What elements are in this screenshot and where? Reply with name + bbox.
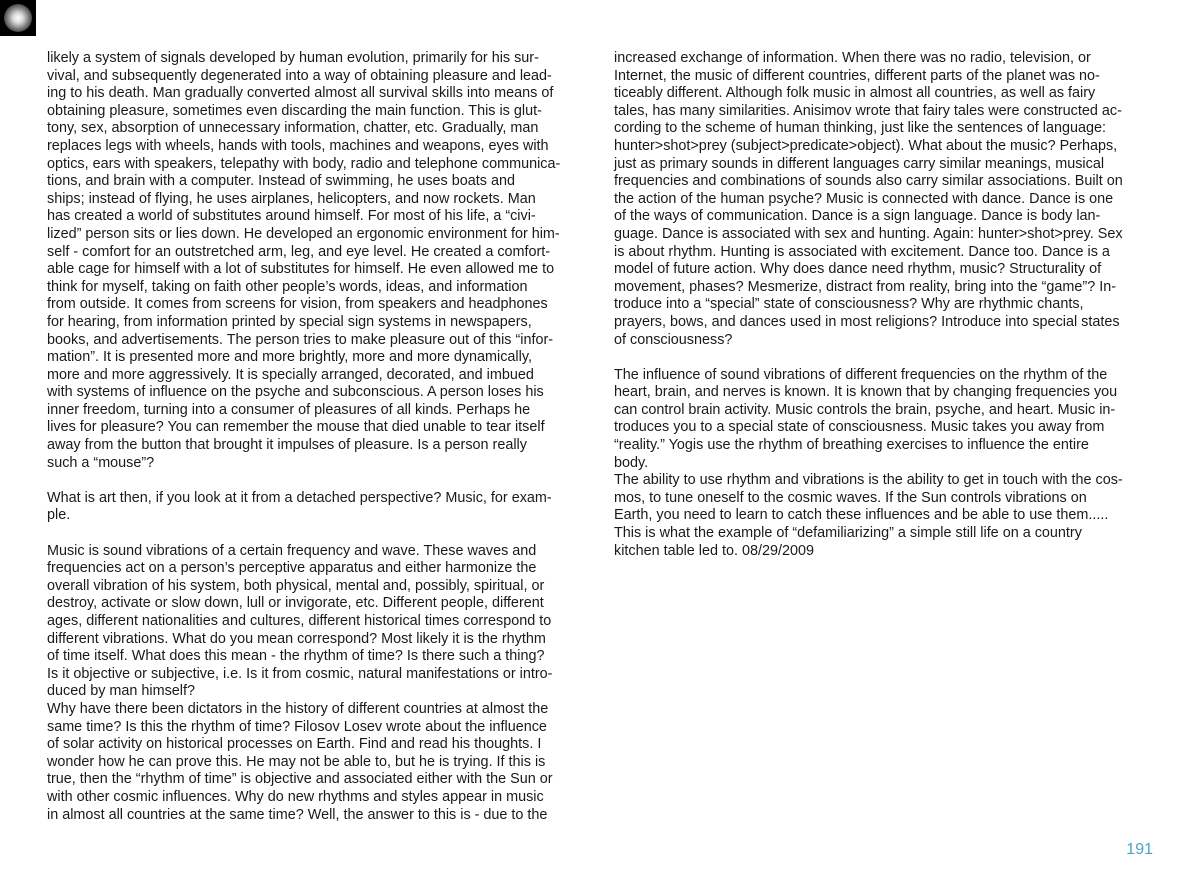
- text-line: inner freedom, turning into a consumer of pleasures of all kinds. Perhaps he: [47, 401, 531, 418]
- text-line: away from the button that brought it impulses of pleasure. Is a person really: [47, 437, 527, 454]
- text-line: optics, ears with speakers, telepathy with body, radio and telephone communica-: [47, 155, 561, 172]
- paragraph: [47, 490, 589, 525]
- text-line: ships; instead of flying, he uses airplanes, helicopters, and now rockets. Man: [47, 190, 536, 207]
- text-line: vival, and subsequently degenerated into a way of obtaining pleasure and lead-: [47, 67, 552, 84]
- text-line: What is art then, if you look at it from a detached perspective? Music, for exam-: [47, 489, 552, 506]
- text-line: Why have there been dictators in the history of different countries at almost the: [47, 700, 549, 717]
- text-line: tales, has many similarities. Anisimov wrote that fairy tales were constructed ac-: [614, 102, 1122, 119]
- text-line: the action of the human psyche? Music is connected with dance. Dance is one: [614, 190, 1114, 207]
- text-line: hunter>shot>prey (subject>predicate>object). What about the music? Perhaps,: [614, 137, 1118, 154]
- text-line: destroy, activate or slow down, lull or invigorate, etc. Different people, different: [47, 595, 544, 612]
- paragraph: [614, 472, 1160, 560]
- text-line: Earth, you need to learn to catch these influences and be able to use them.....: [614, 507, 1109, 524]
- text-line: self - comfort for an outstretched arm, leg, and eye level. He created a comfort-: [47, 243, 551, 260]
- text-line: troduce into a “special” state of consciousness? Why are rhythmic chants,: [614, 296, 1084, 313]
- text-line: with other cosmic influences. Why do new rhythms and styles appear in music: [47, 788, 544, 805]
- text-line: kitchen table led to. 08/29/2009: [614, 542, 815, 559]
- text-line: overall vibration of his system, both physical, mental and, possibly, spiritual, or: [47, 577, 545, 594]
- text-line: increased exchange of information. When there was no radio, television, or: [614, 50, 1091, 66]
- text-line: mation”. It is presented more and more brightly, more and more dynamically,: [47, 349, 532, 366]
- text-line: model of future action. Why does dance need rhythm, music? Structurality of: [614, 261, 1102, 278]
- page-number: 191: [1126, 841, 1153, 858]
- text-line: true, then the “rhythm of time” is objective and associated either with the Sun or: [47, 771, 553, 788]
- text-line: has created a world of substitutes around himself. For most of his life, a “civi-: [47, 208, 536, 225]
- text-line: movement, phases? Mesmerize, distract from reality, bring into the “game”? In-: [614, 278, 1116, 295]
- text-line: heart, brain, and nerves is known. It is known that by changing frequencies you: [614, 384, 1118, 401]
- text-line: The influence of sound vibrations of different frequencies on the rhythm of the: [614, 366, 1108, 383]
- text-line: body.: [614, 454, 649, 471]
- text-line: cording to the scheme of human thinking, just like the sentences of language:: [614, 120, 1106, 137]
- text-line: tony, sex, absorption of unnecessary information, chatter, etc. Gradually, man: [47, 120, 539, 137]
- text-line: of time itself. What does this mean - the rhythm of time? Is there such a thing?: [47, 648, 545, 665]
- text-line: of consciousness?: [614, 331, 733, 348]
- paragraph: [47, 701, 589, 824]
- text-line: mos, to tune oneself to the cosmic waves. If the Sun controls vibrations on: [614, 489, 1087, 506]
- text-line: ticeably different. Although folk music in almost all countries, as well as fairy: [614, 85, 1096, 102]
- text-line: in almost all countries at the same time? Well, the answer to this is - due to the: [47, 806, 548, 823]
- text-line: lized” person sits or lies down. He developed an ergonomic environment for him-: [47, 225, 560, 242]
- paragraph: [614, 50, 1160, 349]
- text-line: can control brain activity. Music controls the brain, psyche, and heart. Music in-: [614, 401, 1116, 418]
- text-line: ing to his death. Man gradually converted almost all survival skills into means of: [47, 85, 554, 102]
- text-line: obtaining pleasure, sometimes even discarding the main function. This is glut-: [47, 102, 542, 119]
- text-line: ages, different nationalities and cultures, different historical times correspond to: [47, 613, 552, 629]
- text-line: This is what the example of “defamiliarizing” a simple still life on a country: [614, 525, 1082, 542]
- text-line: frequencies act on a person’s perceptive apparatus and either harmonize the: [47, 560, 537, 577]
- text-line: different vibrations. What do you mean correspond? Most likely it is the rhythm: [47, 630, 546, 647]
- text-line: is about rhythm. Hunting is associated with excitement. Dance too. Dance is a: [614, 243, 1110, 260]
- text-line: of solar activity on historical processes on Earth. Find and read his thoughts. I: [47, 736, 542, 753]
- glow-orb-icon: [4, 4, 32, 32]
- text-line: tions, and brain with a computer. Instead of swimming, he uses boats and: [47, 173, 515, 190]
- text-line: likely a system of signals developed by human evolution, primarily for his sur-: [47, 50, 539, 66]
- text-line: guage. Dance is associated with sex and hunting. Again: hunter>shot>prey. Sex: [614, 225, 1123, 242]
- text-line: of the ways of communication. Dance is a sign language. Dance is body lan-: [614, 208, 1101, 225]
- text-line: books, and advertisements. The person tries to make pleasure out of this “infor-: [47, 331, 554, 348]
- paragraph: [47, 50, 589, 472]
- text-line: Internet, the music of different countries, different parts of the planet was no-: [614, 67, 1100, 84]
- text-line: “reality.” Yogis use the rhythm of breathing exercises to influence the entire: [614, 437, 1089, 454]
- text-line: ple.: [47, 507, 71, 524]
- text-line: frequencies and combinations of sounds also carry similar associations. Built on: [614, 173, 1123, 190]
- text-line: troduces you to a special state of consciousness. Music takes you away from: [614, 419, 1105, 436]
- text-line: same time? Is this the rhythm of time? Filosov Losev wrote about the influence: [47, 718, 547, 735]
- text-line: Music is sound vibrations of a certain frequency and wave. These waves and: [47, 542, 537, 559]
- text-line: prayers, bows, and dances used in most religions? Introduce into special states: [614, 313, 1120, 330]
- left-text-column: [47, 50, 589, 824]
- right-text-column: [614, 50, 1160, 560]
- text-line: such a “mouse”?: [47, 454, 155, 471]
- text-line: for hearing, from information printed by special sign systems in newspapers,: [47, 313, 532, 330]
- text-line: from outside. It comes from screens for vision, from speakers and headphones: [47, 296, 548, 313]
- text-line: Is it objective or subjective, i.e. Is it from cosmic, natural manifestations or intro-: [47, 665, 553, 682]
- text-line: able cage for himself with a lot of substitutes for himself. He even allowed me to: [47, 261, 555, 278]
- text-line: replaces legs with wheels, hands with tools, machines and weapons, eyes with: [47, 137, 549, 154]
- text-line: duced by man himself?: [47, 683, 195, 700]
- paragraph: [614, 367, 1160, 473]
- paragraph: [47, 543, 589, 701]
- text-line: lives for pleasure? You can remember the mouse that died unable to tear itself: [47, 419, 545, 436]
- corner-decoration: [0, 0, 36, 36]
- text-line: The ability to use rhythm and vibrations is the ability to get in touch with the cos-: [614, 472, 1123, 489]
- text-line: wonder how he can prove this. He may not be able to, but he is trying. If this is: [47, 753, 546, 770]
- text-line: just as primary sounds in different languages carry similar meanings, musical: [614, 155, 1105, 172]
- text-line: think for myself, taking on faith other people’s words, ideas, and information: [47, 278, 528, 295]
- text-line: with systems of influence on the psyche and subconscious. A person loses his: [47, 384, 544, 401]
- text-line: more and more aggressively. It is specially arranged, decorated, and imbued: [47, 366, 534, 383]
